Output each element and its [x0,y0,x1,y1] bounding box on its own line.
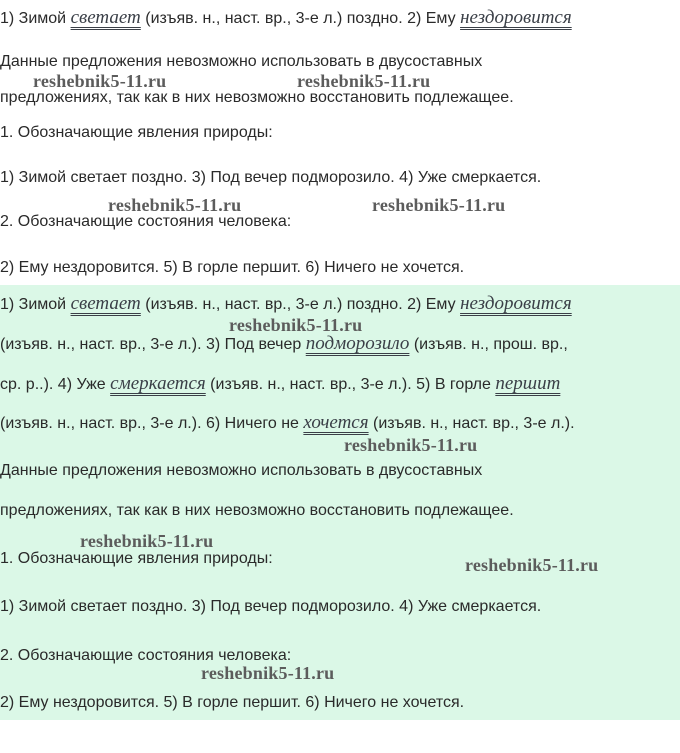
sentence-line-1 [0,8,572,29]
watermark: reshebnik5-11.ru [33,71,167,91]
text: (изъяв. н., наст. вр., 3-е л.). 5) В горле [205,376,496,393]
group-1-title: 1. Обозначающие явления природы: [0,124,273,141]
answer-group-1-title: 1. Обозначающие явления природы: [0,550,273,567]
answer-group-2-title: 2. Обозначающие состояния человека: [0,647,292,664]
explanation-line-2: предложениях, так как в них невозможно восстановить подлежащее. [0,89,514,106]
predicate-nezdorovitsya: нездоровится [460,293,572,314]
watermark: reshebnik5-11.ru [80,531,214,551]
watermark: reshebnik5-11.ru [344,435,478,455]
predicate-svetaet: светает [70,293,141,314]
watermark: reshebnik5-11.ru [229,315,363,335]
answer-line-1 [0,294,572,315]
answer-line-4 [0,413,575,434]
explanation-line-1: Данные предложения невозможно использовать в двусоставных [0,53,483,70]
text: (изъяв. н., наст. вр., 3-е л.). 6) Ничего не [0,415,304,432]
predicate-khochetsya: хочется [303,412,369,433]
text: (изъяв. н., наст. вр., 3-е л.). [368,415,575,432]
text: ср. р..). 4) Уже [0,376,111,393]
answer-explanation-2: предложениях, так как в них невозможно восстановить подлежащее. [0,502,514,519]
predicate-svetaet: светает [70,7,141,28]
text: 1) Зимой [0,296,71,313]
answer-line-2 [0,334,568,355]
watermark: reshebnik5-11.ru [108,195,242,215]
text: (изъяв. н., наст. вр., 3-е л.) поздно. 2) Ему [140,296,461,313]
group-1-examples: 1) Зимой светает поздно. 3) Под вечер подморозило. 4) Уже смеркается. [0,169,542,186]
watermark: reshebnik5-11.ru [372,195,506,215]
answer-group-2-examples: 2) Ему нездоровится. 5) В горле першит. 6) Ничего не хочется. [0,694,465,711]
predicate-nezdorovitsya: нездоровится [460,7,572,28]
predicate-smerkaetsya: смеркается [110,373,206,394]
predicate-podmorozilo: подморозило [305,333,410,354]
group-2-examples: 2) Ему нездоровится. 5) В горле першит. 6) Ничего не хочется. [0,259,465,276]
group-2-title: 2. Обозначающие состояния человека: [0,213,292,230]
text: (изъяв. н., прош. вр., [409,336,568,353]
answer-group-1-examples: 1) Зимой светает поздно. 3) Под вечер подморозило. 4) Уже смеркается. [0,598,542,615]
watermark: reshebnik5-11.ru [201,663,335,683]
watermark: reshebnik5-11.ru [465,555,599,575]
answer-explanation-1: Данные предложения невозможно использовать в двусоставных [0,462,483,479]
predicate-pershit: першит [495,373,561,394]
text: 1) Зимой [0,10,71,27]
text: (изъяв. н., наст. вр., 3-е л.). 3) Под вечер [0,336,306,353]
text: (изъяв. н., наст. вр., 3-е л.) поздно. 2) Ему [140,10,461,27]
answer-line-3 [0,374,560,395]
watermark: reshebnik5-11.ru [297,71,431,91]
